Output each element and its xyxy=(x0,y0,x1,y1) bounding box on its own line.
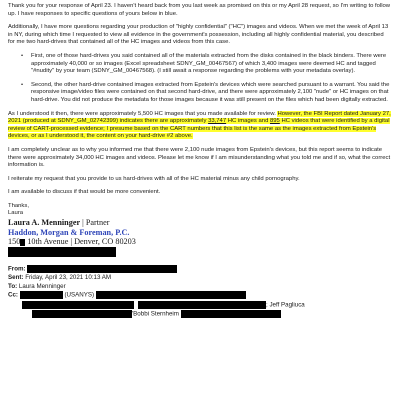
paragraph-intro: Thank you for your response of April 23. I haven't heard back from you last week as promised on this or my April 28 request, so I'm writing to follow up. I have responses to specific questions of yours below in blue. xyxy=(8,3,391,17)
paragraph-unclear: I am completely unclear as to why you informed me that there were 2,100 nude images from Epstein's devices, but this report seems to indicate there were approximately 34,000 HC images and videos. Please let me know if I am misunderstanding what you told me and if so, what the correct information is. xyxy=(8,146,391,169)
redaction-block xyxy=(138,301,266,309)
paragraph-fbi-report xyxy=(8,111,392,141)
redaction-block xyxy=(96,291,246,299)
sender-first-name: Laura xyxy=(8,210,24,217)
cc-value: (USANYS) xyxy=(64,291,95,299)
sent-label: Sent: xyxy=(8,274,24,282)
hard-drive-list-2 xyxy=(8,82,392,105)
hard-drive-list xyxy=(8,53,392,76)
signature-block xyxy=(8,218,392,258)
signoff: Thanks, xyxy=(8,202,29,209)
redaction-block xyxy=(32,310,132,318)
to-value: Laura Menninger xyxy=(18,282,66,290)
signature-name: Laura A. Menninger xyxy=(8,218,81,228)
cc-tail: ; Jeff Pagliuca xyxy=(266,301,305,309)
signature-title: | Partner xyxy=(80,218,110,228)
redaction-block xyxy=(20,291,63,299)
paragraph-available: I am available to discuss if that would be more convenient. xyxy=(8,189,161,196)
count-hc-images: 33,747 xyxy=(208,118,227,125)
paragraph-reiterate: I reiterate my request that you provide to us hard-drives with all of the HC material minus any child pornography. xyxy=(8,175,300,182)
from-label: From: xyxy=(8,265,26,273)
redaction-block xyxy=(22,301,134,309)
cc-label: Cc: xyxy=(8,291,18,299)
to-label: To: xyxy=(8,282,18,290)
redaction-block xyxy=(8,247,116,257)
signature-address: 10th Avenue | Denver, CO 80203 xyxy=(25,237,136,247)
email-header xyxy=(8,265,392,319)
highlighted-fbi-report: However, the FBI Report dated January 27, 2021 (produced at SDNY_GM_02742399) indicates there are approximately 33,747 HC images and 895 HC videos that were identified by a digital review of CART-processed evidence; I presume based on the CART numbers that this list is the same as the images extracted from Epstein's devices, or as I understood it, the content on your hard-drive #2 above. xyxy=(8,110,391,140)
signature-address-number: 150 xyxy=(8,237,21,247)
sent-value: Friday, April 23, 2021 10:13 AM xyxy=(25,274,112,282)
signature-firm: Haddon, Morgan & Foreman, P.C. xyxy=(8,227,130,237)
count-hc-videos: 895 xyxy=(269,118,280,125)
list-item-first-drive: • First, one of those hard-drives you said contained all of the materials extracted from the disks contained in the black binders. There were approximately 40,000 or so images (Excel spreadsheet SDNY_GM_00467567) of which 3,400 images were deemed HC and tagged "#nudity" by your team (SDNY_GM_00467568). (I still await a response regarding the problems with your metadata overlay). xyxy=(31,53,392,76)
cc-line2: 'Bobbi Sternheim xyxy=(132,310,179,318)
text-understanding: As I understood it then, there were approximately 5,500 HC images that you made available for review. xyxy=(8,110,278,117)
list-item-second-drive: • Second, the other hard-drive contained images extracted from Epstein's devices which were searched pursuant to a warrant. You said the responsive image/video files were contained on that second hard-drive, and there were approximately 2,100 "nude" or HC images on that hard-drive. You did not produce the metadata for those images because it was still present on the files which had been digitally extracted. xyxy=(31,82,392,105)
redaction-block xyxy=(181,310,281,318)
redaction-block xyxy=(27,265,177,273)
paragraph-hc-questions: Additionally, I have more questions regarding your production of "highly confidential" ("HC") images and videos. When we met the week of April 13 in NY, during which time I requested to view all evidence in the government's possession, including all highly confidential material, you described for me two hard-drives that contained all of the HC images and videos from this case. xyxy=(8,24,389,46)
